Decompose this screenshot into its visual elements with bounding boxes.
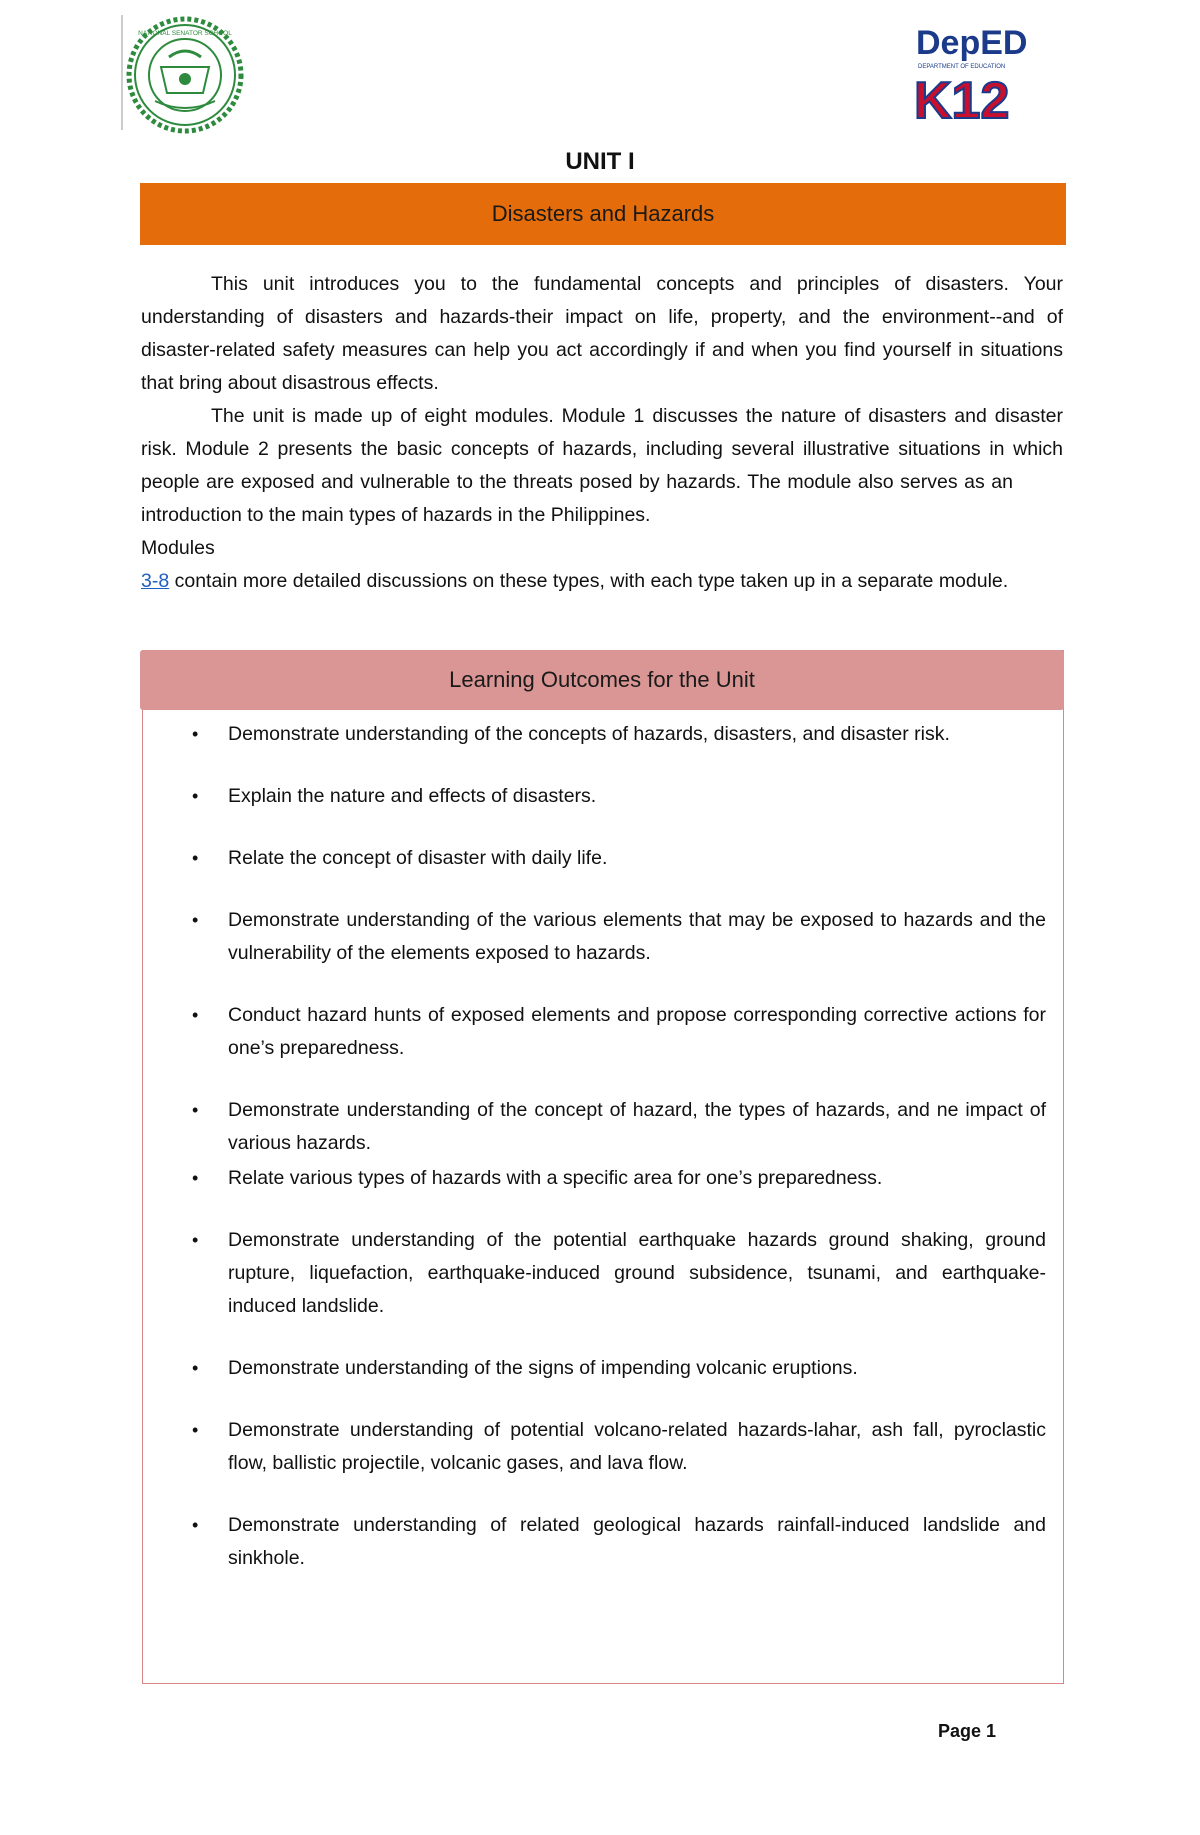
unit-banner-text: Disasters and Hazards — [491, 201, 715, 226]
intro-p2-part-d: contain more detailed discussions on these types, with each type taken up in a separate module. — [169, 570, 1009, 592]
learning-outcome-item — [188, 999, 1046, 1065]
bullet-icon: • — [192, 1515, 199, 1535]
deped-text: DepED — [916, 24, 1028, 62]
learning-outcome-text: Explain the nature and effects of disasters. — [228, 785, 597, 807]
learning-outcome-item — [188, 780, 1046, 813]
learning-outcome-text: Demonstrate understanding of potential volcano-related hazards-lahar, ash fall, pyroclastic flow, ballistic projectile, volcanic gases, and lava flow. — [228, 1419, 1046, 1474]
bullet-icon: • — [192, 1005, 199, 1025]
learning-outcome-item — [188, 1162, 1046, 1195]
learning-outcome-item — [188, 1094, 1046, 1160]
intro-p2-modules: Modules — [141, 537, 215, 559]
school-seal-icon — [120, 15, 250, 135]
intro-p2-part-b: introduction to the main types of hazards in the Philippines. — [141, 504, 651, 526]
learning-outcome-item — [188, 1509, 1046, 1575]
learning-outcome-text: Demonstrate understanding of the concept of hazard, the types of hazards, and ne impact of various hazards. — [228, 1099, 1046, 1154]
learning-outcome-item — [188, 1224, 1046, 1323]
modules-3-8-link[interactable]: 3-8 — [141, 570, 170, 592]
deped-subtext: DEPARTMENT OF EDUCATION — [918, 64, 1006, 70]
learning-outcome-text: Demonstrate understanding of the signs of impending volcanic eruptions. — [228, 1357, 858, 1379]
unit-banner — [140, 183, 1066, 245]
learning-outcome-text: Conduct hazard hunts of exposed elements and propose corresponding corrective actions for one’s preparedness. — [228, 1004, 1046, 1059]
intro-paragraph-2 — [141, 400, 1063, 598]
bullet-icon: • — [192, 1420, 199, 1440]
learning-outcome-text: Demonstrate understanding of the potential earthquake hazards ground shaking, ground rupture, liquefaction, earthquake-induced ground subsidence, tsunami, and earthquake-induced landslide. — [228, 1229, 1046, 1317]
bullet-icon: • — [192, 1230, 199, 1250]
intro-paragraph-1: This unit introduces you to the fundamental concepts and principles of disasters. Your understanding of disasters and hazards-their impact on life, property, and the environment--and of disaster-related safety measures can help you act accordingly if and when you find yourself in situations that bring about disastrous effects. — [141, 273, 1063, 394]
learning-outcome-text: Demonstrate understanding of the various elements that may be exposed to hazards and the vulnerability of the elements exposed to hazards. — [228, 909, 1046, 964]
bullet-icon: • — [192, 1358, 199, 1378]
learning-outcome-text: Demonstrate understanding of related geological hazards rainfall-induced landslide and sinkhole. — [228, 1514, 1046, 1569]
bullet-icon: • — [192, 1168, 199, 1188]
bullet-icon: • — [192, 786, 199, 806]
intro-text — [141, 268, 1063, 598]
bullet-icon: • — [192, 848, 199, 868]
bullet-icon: • — [192, 724, 199, 744]
learning-outcomes-list — [188, 710, 1046, 1575]
learning-outcome-item — [188, 718, 1046, 751]
learning-outcome-item — [188, 1414, 1046, 1480]
page-number: Page 1 — [938, 1721, 997, 1741]
deped-k12-logo-icon — [912, 18, 1052, 122]
bullet-icon: • — [192, 1100, 199, 1120]
learning-outcome-item — [188, 1352, 1046, 1385]
k12-text: K12 — [914, 72, 1010, 122]
unit-title: UNIT I — [565, 148, 635, 175]
learning-outcome-text: Demonstrate understanding of the concepts of hazards, disasters, and disaster risk. — [228, 723, 950, 745]
bullet-icon: • — [192, 910, 199, 930]
learning-outcomes-header — [140, 650, 1064, 710]
learning-outcome-item — [188, 904, 1046, 970]
intro-p2-part-a: The unit is made up of eight modules. Module 1 discusses the nature of disasters and disaster risk. Module 2 presents the basic concepts of hazards, including several illustrative situations in which people are exposed and vulnerable to the threats posed by hazards. The module also serves as an — [141, 405, 1063, 493]
learning-outcome-text: Relate the concept of disaster with daily life. — [228, 847, 608, 869]
learning-outcome-text: Relate various types of hazards with a specific area for one’s preparedness. — [228, 1167, 883, 1189]
learning-outcome-item — [188, 842, 1046, 875]
learning-outcomes-title: Learning Outcomes for the Unit — [449, 667, 755, 692]
seal-text: NATIONAL SENATOR SCHOOL — [138, 30, 232, 37]
